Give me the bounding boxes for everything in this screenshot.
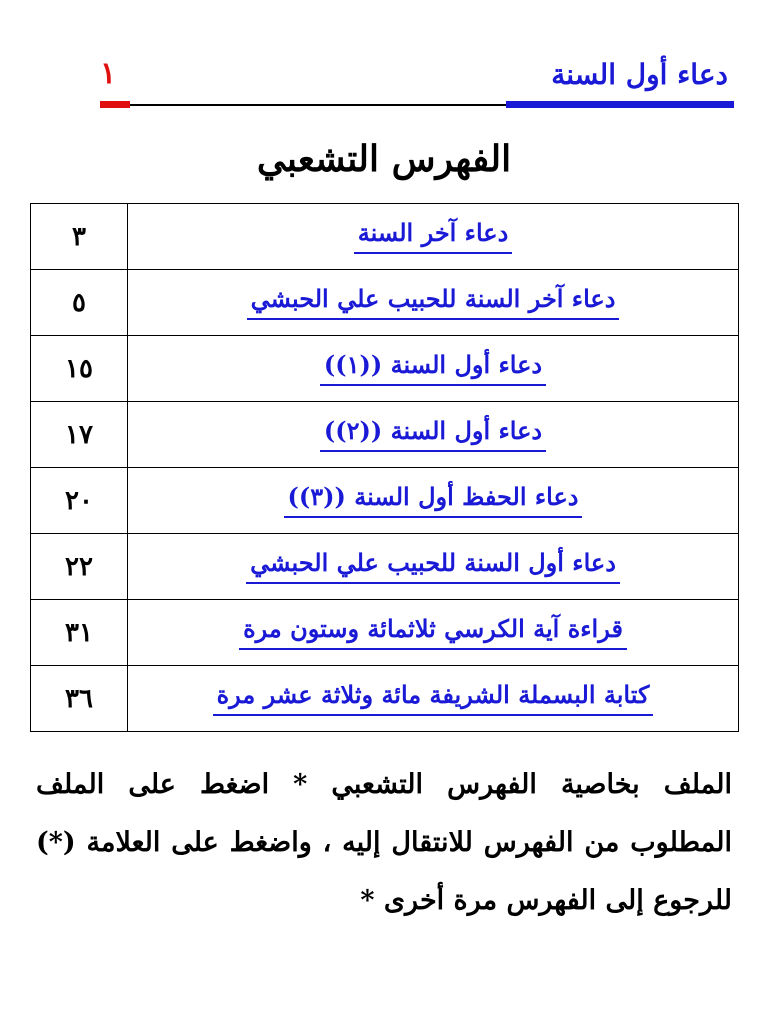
toc-link[interactable]: دعاء أول السنة للحبيب علي الحبشي [246, 549, 620, 584]
toc-link[interactable]: دعاء الحفظ أول السنة ((٣)) [284, 483, 583, 518]
toc-page-number: ٣١ [31, 600, 128, 666]
index-title: الفهرس التشعبي [256, 138, 512, 180]
page-number: ١ [100, 56, 117, 91]
toc-link[interactable]: دعاء آخر السنة للحبيب علي الحبشي [247, 285, 620, 320]
toc-row [31, 204, 739, 270]
toc-link[interactable]: دعاء آخر السنة [354, 219, 513, 254]
page-number-underline [100, 101, 130, 108]
footer-note: الملف بخاصية الفهرس التشعبي * اضغط على الملف المطلوب من الفهرس للانتقال إليه ، واضغط على العلامة (*) للرجوع إلى الفهرس مرة أخرى * [36, 769, 732, 916]
page-header [0, 0, 768, 120]
toc-row [31, 468, 739, 534]
toc-row [31, 336, 739, 402]
toc-page-number: ٣٦ [31, 666, 128, 732]
toc-row [31, 270, 739, 336]
toc-page-number: ٢٢ [31, 534, 128, 600]
header-rule-accent [506, 101, 734, 108]
toc-link[interactable]: كتابة البسملة الشريفة مائة وثلاثة عشر مرة [213, 681, 654, 716]
toc-row [31, 534, 739, 600]
toc-link[interactable]: دعاء أول السنة ((١)) [320, 351, 546, 386]
toc-page-number: ١٥ [31, 336, 128, 402]
toc-row [31, 600, 739, 666]
toc-row [31, 402, 739, 468]
toc-page-number: ١٧ [31, 402, 128, 468]
header-title: دعاء أول السنة [551, 58, 728, 91]
toc-page-number: ٣ [31, 204, 128, 270]
toc-link[interactable]: قراءة آية الكرسي ثلاثمائة وستون مرة [239, 615, 627, 650]
toc-link[interactable]: دعاء أول السنة ((٢)) [320, 417, 546, 452]
header-rule [100, 104, 506, 106]
toc-row [31, 666, 739, 732]
toc-page-number: ٢٠ [31, 468, 128, 534]
toc-table [30, 203, 739, 732]
toc-page-number: ٥ [31, 270, 128, 336]
